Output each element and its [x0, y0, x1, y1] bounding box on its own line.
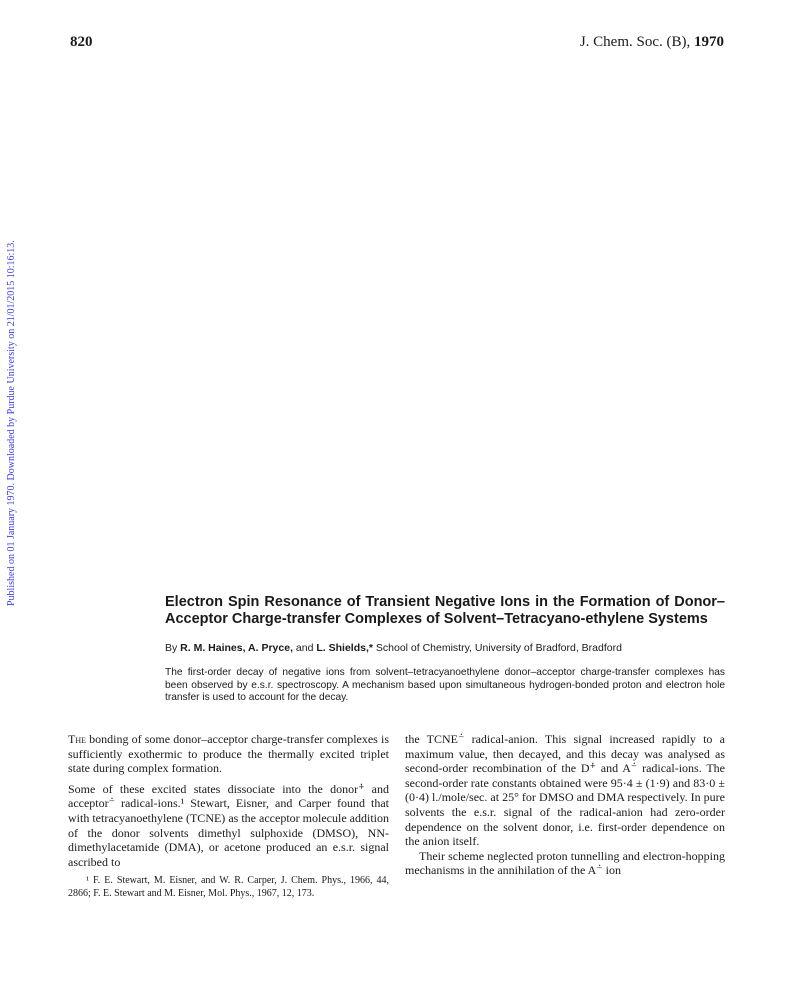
- authors-prefix: By: [165, 642, 181, 654]
- download-watermark: [4, 214, 20, 606]
- article-title: Electron Spin Resonance of Transient Negative Ions in the Formation of Donor–Acceptor Charge-transfer Complexes of Solvent–Tetracyano-ethylene Systems: [165, 594, 725, 627]
- body-paragraph-3: the TCNE⁻̇ radical-anion. This signal increased rapidly to a maximum value, then decayed, and this decay was analysed as second-order recombination of the D⁺̇ and A⁻̇ radical-ions. The second-order rate constants obtained were 95·4 ± (1·9) and 83·0 ± (0·4) l./mole/sec. at 25° for DMSO and DMA respectively. In pure solvents the e.s.r. signal of the radical-anion had zero-order dependence on the solvent donor, i.e. first-order dependence on the anion itself.: [405, 732, 725, 849]
- download-watermark-text: Published on 01 January 1970. Downloaded by Purdue University on 21/01/2015 10:16:13.: [6, 240, 17, 606]
- body-paragraph-2: Some of these excited states dissociate into the donor⁺̇ and acceptor⁻̇ radical-ions.¹ Stewart, Eisner, and Carper found that with tetracyanoethylene (TCNE) as the acceptor molecule addition of the donor solvents dimethyl sulphoxide (DMSO), NN-dimethylacetamide (DMA), or acetone produced an e.s.r. signal ascribed to: [68, 781, 389, 869]
- abstract: The first-order decay of negative ions from solvent–tetracyanoethylene donor–acceptor charge-transfer complexes has been observed by e.s.r. spectroscopy. A mechanism based upon simultaneous hydrogen-bonded proton and electron hole transfer is used to account for the decay.: [165, 667, 725, 703]
- authors-last: L. Shields,*: [316, 642, 373, 654]
- body-paragraph-4: Their scheme neglected proton tunnelling and electron-hopping mechanisms in the annihilation of the A⁻̇ ion: [405, 848, 725, 878]
- authors-and: and: [295, 642, 317, 654]
- lead-word: The: [68, 732, 86, 746]
- article-header: [165, 594, 725, 705]
- journal-reference: [580, 34, 724, 51]
- journal-name: J. Chem. Soc. (B),: [579, 34, 691, 50]
- body-paragraph-1-text: bonding of some donor–acceptor charge-transfer complexes is sufficiently exothermic to produce the thermally excited triplet state during complex formation.: [68, 732, 389, 776]
- body-column-right: [405, 732, 725, 878]
- journal-year: 1970: [694, 34, 724, 50]
- page-number: 820: [70, 34, 93, 50]
- author-line: [165, 642, 725, 655]
- authors-names: R. M. Haines, A. Pryce,: [180, 642, 296, 654]
- footnote: ¹ F. E. Stewart, M. Eisner, and W. R. Carper, J. Chem. Phys., 1966, 44, 2866; F. E. Stewart and M. Eisner, Mol. Phys., 1967, 12, 173.: [68, 875, 389, 899]
- body-column-left: [68, 732, 389, 900]
- body-paragraph-1: [68, 732, 389, 776]
- affiliation: School of Chemistry, University of Bradford, Bradford: [372, 642, 622, 654]
